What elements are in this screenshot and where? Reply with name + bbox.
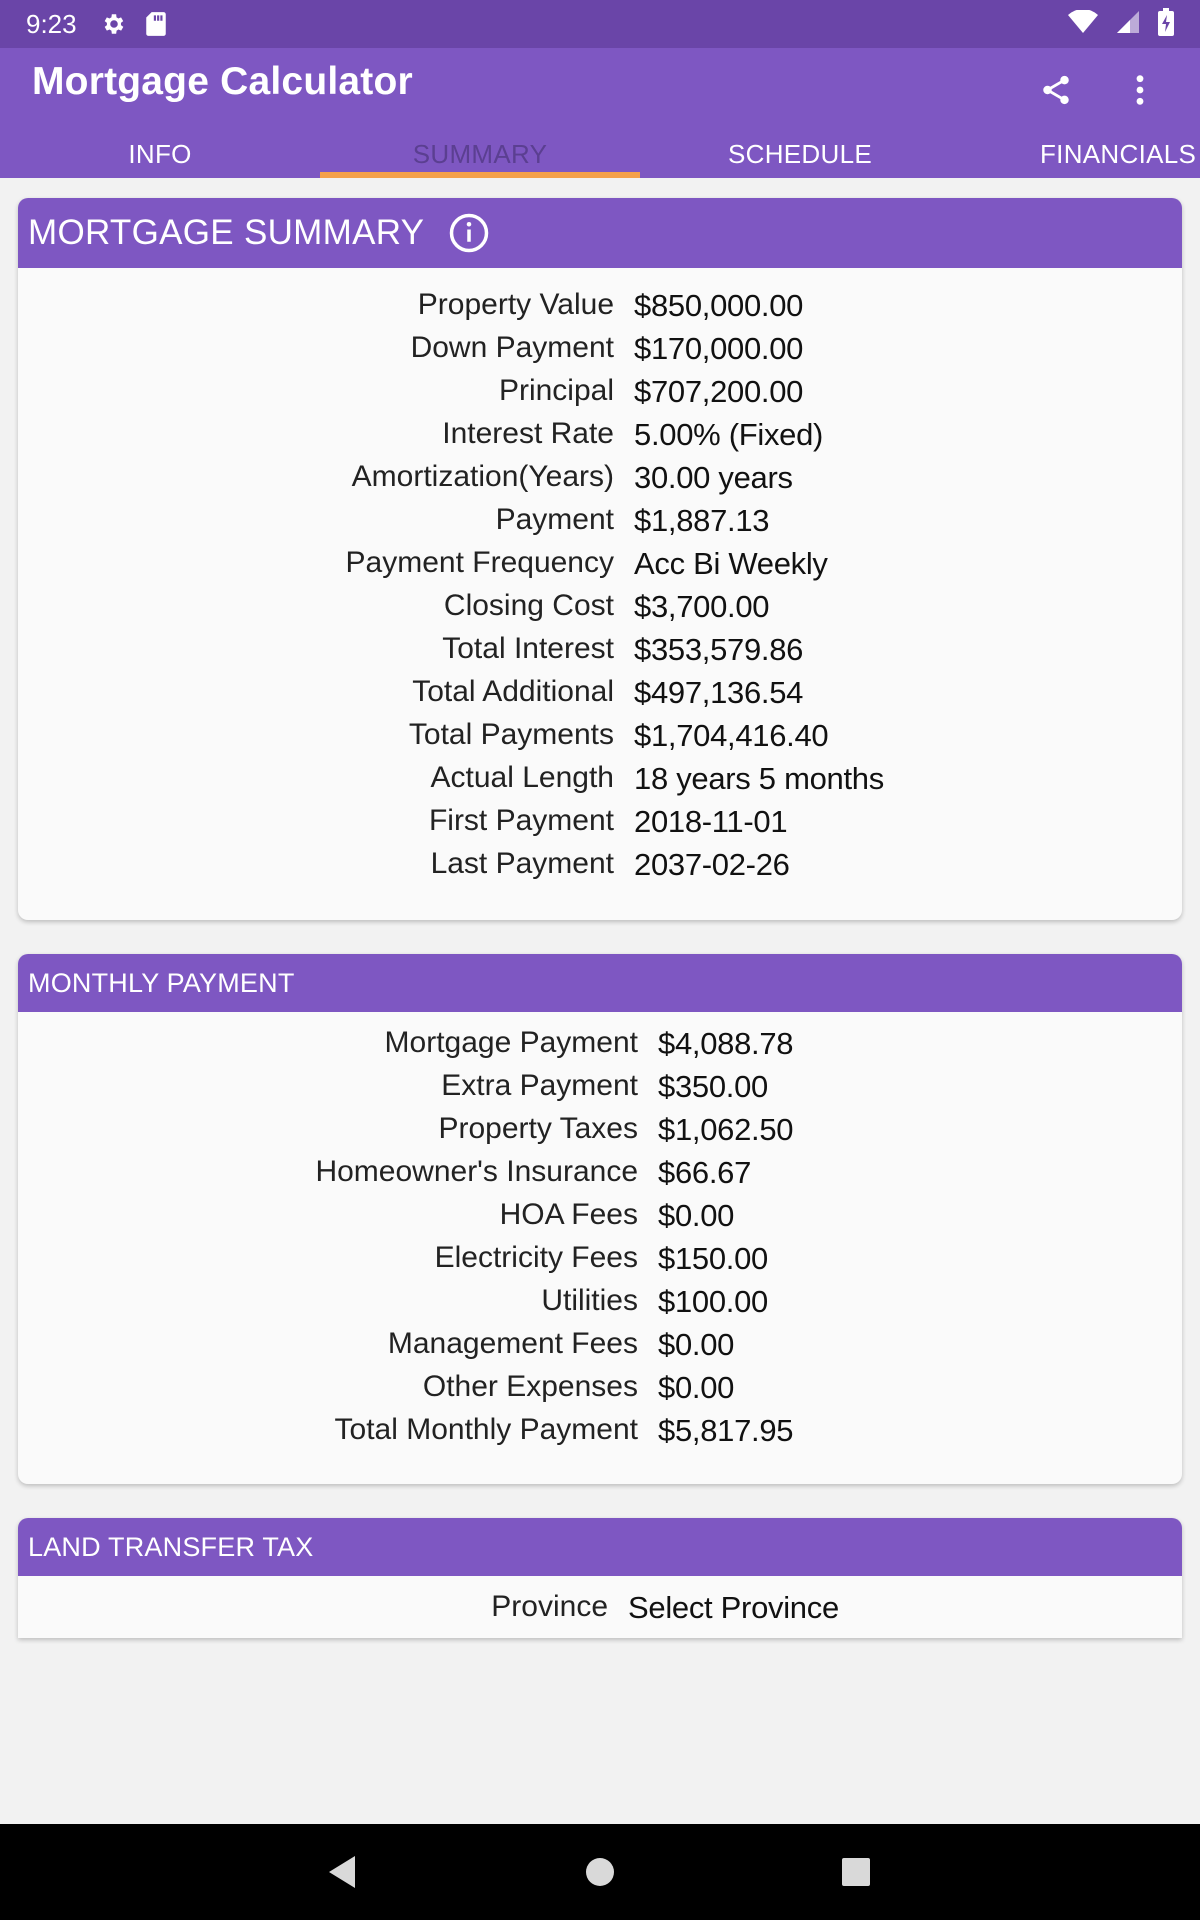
mortgage-summary-title: MORTGAGE SUMMARY xyxy=(28,213,425,252)
more-options-button[interactable] xyxy=(1110,60,1170,120)
row-value: 2018-11-01 xyxy=(634,804,788,839)
summary-row xyxy=(18,589,1182,632)
summary-row xyxy=(18,503,1182,546)
summary-row xyxy=(18,1413,1182,1456)
row-value: 2037-02-26 xyxy=(634,847,790,882)
more-vert-icon xyxy=(1123,73,1157,107)
row-value: $0.00 xyxy=(658,1198,735,1233)
summary-row xyxy=(18,546,1182,589)
share-button[interactable] xyxy=(1026,60,1086,120)
row-value: $353,579.86 xyxy=(634,632,804,667)
settings-icon xyxy=(101,11,127,37)
row-label: Principal xyxy=(498,374,614,407)
summary-row xyxy=(18,1198,1182,1241)
summary-row xyxy=(18,288,1182,331)
tab-info[interactable]: INFO xyxy=(128,139,192,169)
tab-financials[interactable]: FINANCIALS xyxy=(1040,139,1197,169)
wifi-icon xyxy=(1068,10,1098,39)
app-bar xyxy=(0,48,1200,178)
summary-row xyxy=(18,761,1182,804)
row-value: $5,817.95 xyxy=(658,1413,794,1448)
row-value: $1,704,416.40 xyxy=(634,718,829,753)
monthly-payment-card xyxy=(18,954,1182,1484)
row-label: Payment xyxy=(495,503,614,536)
row-value: $0.00 xyxy=(658,1370,735,1405)
row-label: Total Payments xyxy=(408,718,614,751)
summary-row xyxy=(18,417,1182,460)
row-label: Electricity Fees xyxy=(434,1241,638,1274)
row-value: $3,700.00 xyxy=(634,589,770,624)
summary-row xyxy=(18,1112,1182,1155)
row-label: Total Interest xyxy=(442,632,614,665)
row-value: $350.00 xyxy=(658,1069,768,1104)
summary-row xyxy=(18,1370,1182,1413)
row-label: Total Monthly Payment xyxy=(334,1413,638,1446)
status-time: 9:23 xyxy=(26,8,77,39)
province-selector[interactable]: Select Province xyxy=(628,1590,839,1625)
summary-row xyxy=(18,718,1182,761)
summary-row xyxy=(18,331,1182,374)
summary-row xyxy=(18,847,1182,890)
share-icon xyxy=(1039,73,1073,107)
row-label: First Payment xyxy=(428,804,614,837)
system-nav-bar xyxy=(0,1824,1200,1920)
row-label: Utilities xyxy=(541,1284,638,1317)
summary-row xyxy=(18,632,1182,675)
row-label: Interest Rate xyxy=(442,417,614,450)
monthly-payment-rows xyxy=(18,1012,1182,1456)
land-transfer-tax-header xyxy=(18,1518,1182,1576)
row-value: 30.00 years xyxy=(634,460,793,495)
row-label: Amortization(Years) xyxy=(351,460,614,493)
land-transfer-tax-card xyxy=(18,1518,1182,1638)
summary-row xyxy=(18,1590,1182,1633)
row-value: 5.00% (Fixed) xyxy=(634,417,824,452)
row-value: $850,000.00 xyxy=(634,288,804,323)
row-value: $66.67 xyxy=(658,1155,752,1190)
summary-row xyxy=(18,675,1182,718)
row-value: $100.00 xyxy=(658,1284,768,1319)
summary-row xyxy=(18,1241,1182,1284)
tab-bar xyxy=(0,130,1200,178)
row-value: $0.00 xyxy=(658,1327,735,1362)
mortgage-summary-card xyxy=(18,198,1182,920)
row-label: Management Fees xyxy=(387,1327,638,1360)
row-value: $150.00 xyxy=(658,1241,768,1276)
row-label: Payment Frequency xyxy=(345,546,614,579)
status-bar xyxy=(0,0,1200,48)
recents-icon xyxy=(841,1857,871,1887)
row-label: Mortgage Payment xyxy=(384,1026,638,1059)
home-icon xyxy=(585,1857,615,1887)
summary-row xyxy=(18,1327,1182,1370)
row-label: Homeowner's Insurance xyxy=(315,1155,638,1188)
back-button[interactable] xyxy=(292,1824,392,1920)
summary-row xyxy=(18,1284,1182,1327)
recents-button[interactable] xyxy=(806,1824,906,1920)
back-icon xyxy=(325,1854,359,1890)
app-title: Mortgage Calculator xyxy=(32,60,413,103)
row-label: Property Taxes xyxy=(438,1112,638,1145)
row-value: $1,887.13 xyxy=(634,503,770,538)
row-label: HOA Fees xyxy=(499,1198,638,1231)
summary-row xyxy=(18,1155,1182,1198)
summary-row xyxy=(18,374,1182,417)
info-icon xyxy=(448,212,490,254)
tab-summary[interactable]: SUMMARY xyxy=(320,130,640,178)
summary-row xyxy=(18,460,1182,503)
row-value: Acc Bi Weekly xyxy=(634,546,828,581)
row-label: Closing Cost xyxy=(443,589,614,622)
row-value: 18 years 5 months xyxy=(634,761,884,796)
row-label: Property Value xyxy=(417,288,614,321)
battery-icon xyxy=(1158,8,1174,41)
row-value: $4,088.78 xyxy=(658,1026,794,1061)
row-label: Extra Payment xyxy=(441,1069,638,1102)
row-label: Down Payment xyxy=(410,331,614,364)
row-value: $497,136.54 xyxy=(634,675,804,710)
mortgage-summary-header xyxy=(18,198,1182,268)
home-button[interactable] xyxy=(550,1824,650,1920)
monthly-payment-title: MONTHLY PAYMENT xyxy=(28,967,295,998)
info-button[interactable] xyxy=(448,212,490,254)
row-value: $707,200.00 xyxy=(634,374,804,409)
sd-card-icon xyxy=(145,11,167,37)
signal-icon xyxy=(1116,10,1140,39)
row-value: $170,000.00 xyxy=(634,331,804,366)
mortgage-summary-rows xyxy=(18,268,1182,890)
row-label: Other Expenses xyxy=(422,1370,638,1403)
row-label: Last Payment xyxy=(430,847,614,880)
land-transfer-tax-title: LAND TRANSFER TAX xyxy=(28,1531,314,1562)
monthly-payment-header xyxy=(18,954,1182,1012)
tab-schedule[interactable]: SCHEDULE xyxy=(728,139,872,169)
summary-row xyxy=(18,804,1182,847)
summary-row xyxy=(18,1069,1182,1112)
land-transfer-tax-rows xyxy=(18,1576,1182,1633)
row-value: $1,062.50 xyxy=(658,1112,794,1147)
summary-row xyxy=(18,1026,1182,1069)
row-label: Actual Length xyxy=(430,761,614,794)
row-label: Total Additional xyxy=(412,675,614,708)
row-label: Province xyxy=(491,1590,608,1623)
